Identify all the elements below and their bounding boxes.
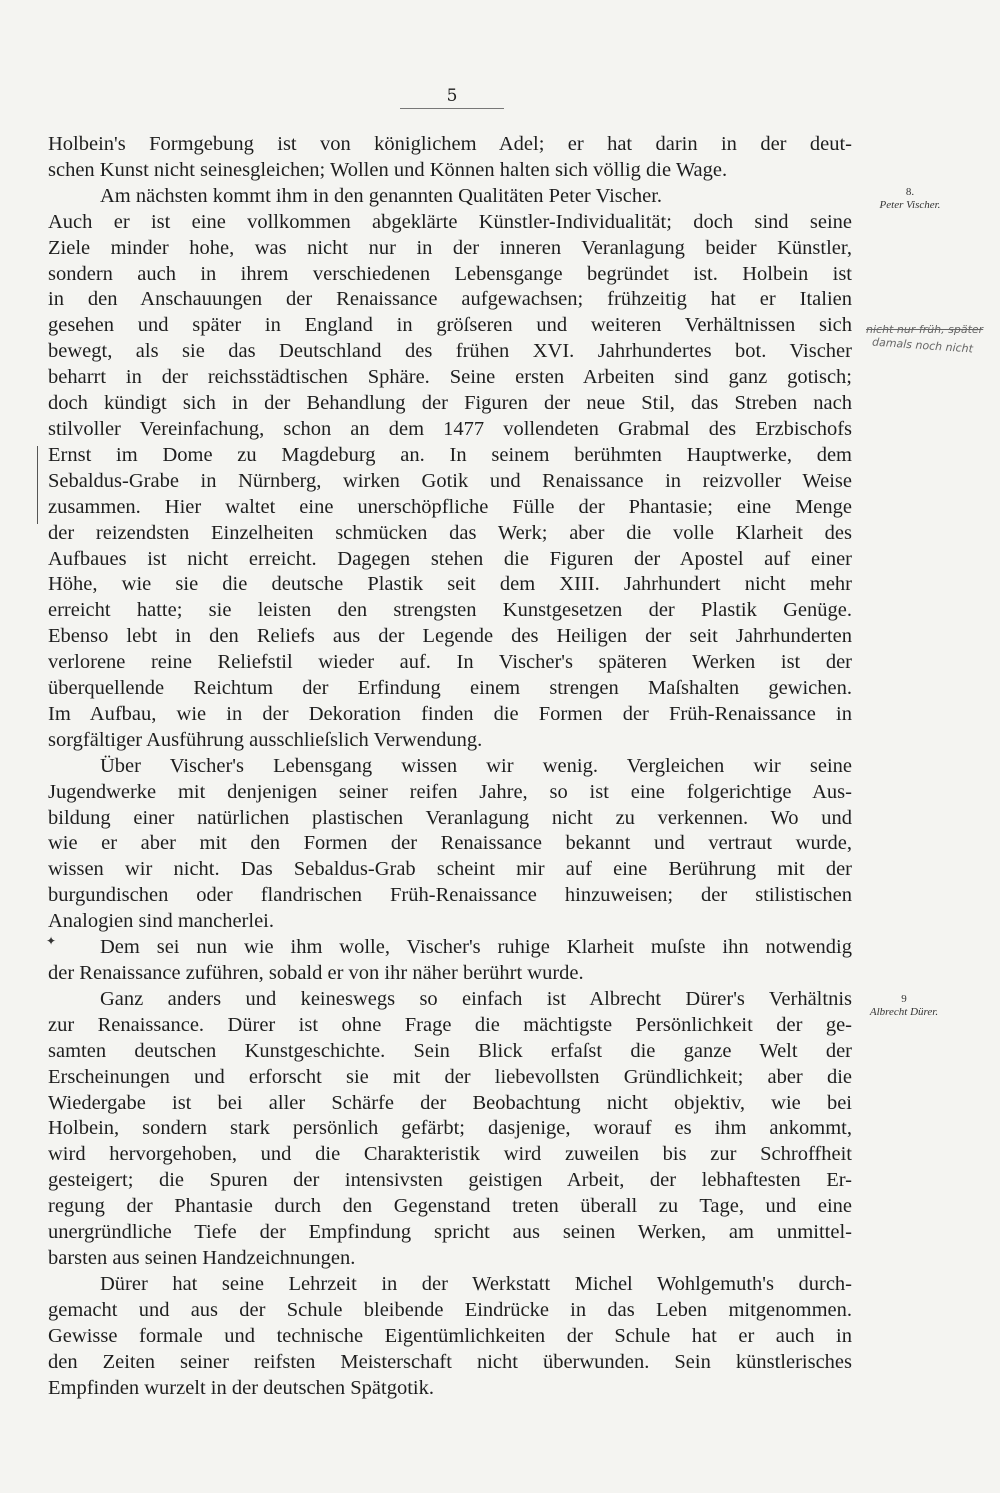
text-line: burgundischen oder flandrischen Früh-Renaissance hinzuweisen; der stilistischen [48,884,852,907]
margin-note-label: Peter Vischer. [879,199,941,211]
text-line: Auch er ist eine vollkommen abgeklärte Künstler-Individualität; doch sind seine [48,210,852,233]
page-number: 5 [400,86,504,109]
text-line: unergründliche Tiefe der Empfindung spricht aus seinen Werken, am unmittel- [48,1221,852,1244]
text-line: Holbein, sondern stark persönlich gefärbt; dasjenige, worauf es ihm ankommt, [48,1117,852,1140]
text-line: der reizendsten Einzelheiten schmücken das Werk; aber die volle Klarheit des [48,521,852,544]
text-line: Sebaldus-Grabe in Nürnberg, wirken Gotik und Renaissance in reizvoller Weise [48,469,852,492]
text-line: barsten aus seinen Handzeichnungen. [48,1246,356,1269]
text-line: wird hervorgehoben, und die Charakteristik wird zuweilen bis zur Schroffheit [48,1143,852,1166]
text-line: schen Kunst nicht seinesgleichen; Wollen und Können halten sich völlig die Wage. [48,158,728,181]
text-line: Am nächsten kommt ihm in den genannten Qualitäten Peter Vischer. [100,184,663,207]
margin-note-albrecht-duerer [848,993,960,1019]
text-line: Ganz anders und keineswegs so einfach ist Albrecht Dürer's Verhältnis [100,987,852,1010]
handwritten-annotation: damals noch nicht [871,335,974,356]
text-line: gesehen und später in England in gröſseren und weiteren Verhältnissen sich [48,314,852,337]
text-line: Im Aufbau, wie in der Dekoration finden die Formen der Früh-Renaissance in [48,702,852,725]
text-line: erreicht hatte; sie leisten den strengsten Kunstgesetzen der Plastik Genüge. [48,599,852,622]
body-text [48,132,852,1401]
text-line: zur Renaissance. Dürer ist ohne Frage die mächtigste Persönlichkeit der ge- [48,1013,852,1036]
text-line: regung der Phantasie durch den Gegenstand treten überall zu Tage, und eine [48,1195,852,1218]
margin-note-peter-vischer [855,186,965,212]
text-line: Empfinden wurzelt in der deutschen Spätgotik. [48,1376,434,1399]
text-line: samten deutschen Kunstgeschichte. Sein Blick erfaſst die ganze Welt der [48,1039,852,1062]
text-line: Erscheinungen und erforscht sie mit der liebevollsten Gründlichkeit; aber die [48,1065,852,1088]
handwritten-annotation: nicht nur früh, später [866,323,984,336]
text-line: wissen wir nicht. Das Sebaldus-Grab scheint mir auf eine Berührung mit der [48,858,852,881]
text-line: bewegt, als sie das Deutschland des frühen XVI. Jahrhundertes bot. Vischer [48,340,852,363]
margin-note-label: Albrecht Dürer. [869,1006,939,1018]
text-line: bildung einer natürlichen plastischen Veranlagung nicht zu verkennen. Wo und [48,806,852,829]
text-line: Aufbaues ist nicht erreicht. Dagegen stehen die Figuren der Apostel auf einer [48,547,852,570]
text-line: gesteigert; die Spuren der intensivsten geistigen Arbeit, der lebhaftesten Er- [48,1169,852,1192]
text-line: der Renaissance zuführen, sobald er von ihr näher berührt wurde. [48,962,584,984]
text-line: Wiedergabe ist bei aller Schärfe der Beobachtung nicht objektiv, wie bei [48,1091,852,1114]
margin-bar [37,446,38,524]
text-line: in den Anschauungen der Renaissance aufgewachsen; frühzeitig hat er Italien [48,288,852,311]
text-line: Ernst im Dome zu Magdeburg an. In seinem berühmten Hauptwerke, dem [48,443,852,466]
text-line: sorgfältiger Ausführung ausschlieſslich Verwendung. [48,728,483,751]
text-line: Ebenso lebt in den Reliefs aus der Legende des Heiligen der seit Jahrhunderten [48,625,852,648]
text-line: Dem sei nun wie ihm wolle, Vischer's ruhige Klarheit muſste ihn notwendig [100,936,852,959]
margin-note-number: 9 [901,993,907,1005]
text-line: zusammen. Hier waltet eine unerschöpfliche Fülle der Phantasie; eine Menge [48,495,852,518]
text-line: überquellende Reichtum der Erfindung einem strengen Maſshalten gewichen. [48,677,852,700]
text-line: Höhe, wie sie die deutsche Plastik seit dem XIII. Jahrhundert nicht mehr [48,573,852,596]
text-line: wie er aber mit den Formen der Renaissance bekannt und vertraut wurde, [48,832,852,855]
text-line: sondern auch in ihrem verschiedenen Lebensgange begründet ist. Holbein ist [48,262,852,285]
text-line: Ziele minder hohe, was nicht nur in der inneren Veranlagung beider Künstler, [48,236,852,259]
text-line: beharrt in der reichsstädtischen Sphäre. Seine ersten Arbeiten sind ganz gotisch; [48,366,852,389]
text-line: Gewisse formale und technische Eigentümlichkeiten der Schule hat er auch in [48,1324,852,1347]
asterisk-mark-icon: ✦ [46,934,57,948]
text-line: Analogien sind mancherlei. [48,910,275,933]
text-line: den Zeiten seiner reifsten Meisterschaft nicht überwunden. Sein künstlerisches [48,1350,852,1373]
text-line: Über Vischer's Lebensgang wissen wir wenig. Vergleichen wir seine [100,754,852,777]
text-line: stilvoller Vereinfachung, schon an dem 1477 vollendeten Grabmal des Erzbischofs [48,417,852,440]
margin-note-number: 8. [905,186,915,198]
text-line: Holbein's Formgebung ist von königlichem Adel; er hat darin in der deut- [48,133,852,155]
text-line: verlorene reine Reliefstil wieder auf. In Vischer's späteren Werken ist der [48,651,852,674]
text-line: Dürer hat seine Lehrzeit in der Werkstatt Michel Wohlgemuth's durch- [100,1272,852,1295]
text-line: Jugendwerke mit denjenigen seiner reifen Jahre, so ist eine folgerichtige Aus- [48,780,852,803]
text-line: doch kündigt sich in der Behandlung der Figuren der neue Stil, das Streben nach [48,392,852,415]
text-line: gemacht und aus der Schule bleibende Eindrücke in das Leben mitgenommen. [48,1298,852,1321]
